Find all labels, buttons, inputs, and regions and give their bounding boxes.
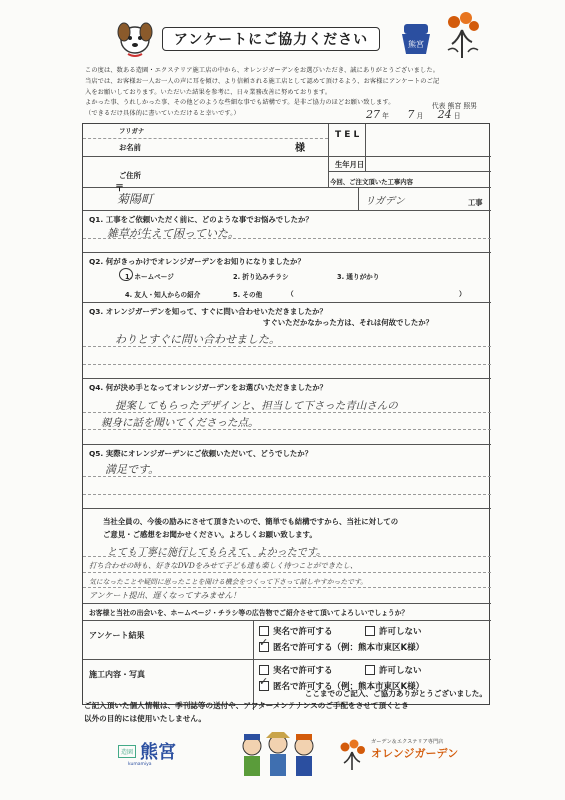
page-title: アンケートにご協力ください <box>162 27 380 51</box>
kumamiya-badge-icon <box>396 14 436 60</box>
survey-real-option: 実名で許可する <box>273 627 333 637</box>
orange-tree-small-icon <box>335 738 369 772</box>
footer-left-tag: 造園 <box>118 745 136 758</box>
footer-left-sub: kumamiya <box>128 762 152 767</box>
footer-right-tagline: ガーデン＆エクステリア専門店 <box>371 739 444 745</box>
intro-text: この度は、数ある造園・エクステリア施工店の中から、オレンジガーデンをお選びいただき、誠にありがとうございました。 当店では、お客様お一人お一人の声に耳を傾け、より信頼される施工店として認めて頂けるよう、お客様にアンケートのご記 入をお願いしております。いただいた結果を参考に、日々業務改善に努めております。 よかった事、うれしかった事、その他どのような些細な事でも結構です。是非ご協力のほどお願い致します。 （できるだけ具体的に書いていただけると幸いです。） <box>85 67 440 118</box>
closing-message: ここまでのご記入、ご協力ありがとうございました。 <box>304 689 487 698</box>
tel-label: T E L <box>335 130 360 140</box>
work-deny-option: 許可しない <box>379 666 422 676</box>
signature: 代表 熊宮 照男 <box>431 102 477 110</box>
footer-left-name: 熊宮 <box>140 742 177 763</box>
work-anon-check-icon: ✓ <box>259 675 269 688</box>
address-value: 菊陽町 <box>117 192 154 206</box>
message-answer-line-1: とても丁寧に施行してもらえて、よかったです。 <box>107 547 326 558</box>
message-prompt-line-2: ご意見・ご感想をお聞かせください。よろしくお願い致します。 <box>103 530 317 539</box>
q1-answer: 雑草が生えて困っていた。 <box>107 227 239 240</box>
work-photo-label: 施工内容・写真 <box>89 670 145 679</box>
footer-right-name: オレンジガーデン <box>371 747 459 760</box>
survey-form <box>82 123 490 705</box>
q2-option-1[interactable]: 1. ホームページ <box>125 273 174 281</box>
q2-option-4[interactable]: 4. 友人・知人からの紹介 <box>125 291 201 299</box>
survey-deny-checkbox[interactable] <box>365 626 375 636</box>
kumamiya-logo <box>118 738 176 764</box>
work-label: 今回、ご注文頂いた工事内容 <box>330 178 414 186</box>
survey-real-checkbox[interactable] <box>259 626 269 636</box>
survey-deny-option: 許可しない <box>379 627 422 637</box>
badge-label: 熊宮 <box>408 40 424 49</box>
q4-answer-line-1: 提案してもらったデザインと、担当して下さった青山さんの <box>115 400 398 412</box>
postal-mark: 〒 <box>115 184 125 194</box>
message-prompt-line-1: 当社全員の、今後の励みにさせて頂きたいので、簡単でも結構ですから、当社に対しての <box>103 517 399 526</box>
q4-text: Q4. 何が決め手となってオレンジガーデンをお選びいただきましたか？ <box>89 383 328 392</box>
work-value: リガデン <box>365 196 405 207</box>
dog-mascot-icon <box>112 14 158 60</box>
survey-result-label: アンケート結果 <box>89 631 145 640</box>
q2-other-close: ） <box>459 290 466 298</box>
message-answer-line-2: 打ち合わせの時も、好きなDVDをみせて子ども達も楽しく待つことができたし、 <box>89 561 358 570</box>
survey-anon-check-icon: ✓ <box>259 636 269 649</box>
q2-option-2[interactable]: 2. 折り込みチラシ <box>233 273 289 281</box>
name-label: お名前 <box>119 143 141 152</box>
work-real-option: 実名で許可する <box>273 666 333 676</box>
work-real-checkbox[interactable] <box>259 665 269 675</box>
q3-text: Q3. オレンジガーデンを知って、すぐに問い合わせいただきましたか？ <box>89 307 327 316</box>
work-anon-option: 匿名で許可する（例：熊本市東区K様） <box>273 682 425 692</box>
q2-text: Q2. 何がきっかけでオレンジガーデンをお知りになりましたか？ <box>89 257 305 266</box>
q5-text: Q5. 実際にオレンジガーデンにご依頼いただいて、どうでしたか？ <box>89 449 313 458</box>
birthdate-label: 生年月日 <box>335 160 365 169</box>
furigana-label: フリガナ <box>119 127 145 135</box>
q2-option-5[interactable]: 5. その他 <box>233 291 263 299</box>
q3-sub-text: すぐいただかなかった方は、それは何故でしたか？ <box>263 318 433 327</box>
orange-garden-logo <box>335 738 458 761</box>
consent-question: お客様と当社の出会いを、ホームページ・チラシ等の広告物でご紹介させて頂いてよろしいでしょうか？ <box>89 609 409 617</box>
survey-anon-option: 匿名で許可する（例：熊本市東区K様） <box>273 643 425 653</box>
staff-characters-icon <box>236 728 320 780</box>
q1-text: Q1. 工事をご依頼いただく前に、どのような事でお悩みでしたか？ <box>89 215 313 224</box>
privacy-notice: ご記入頂いた個人情報は、季刊誌等の送付や、アフターメンテナンスのご手配をさせて頂くとき 以外の目的には使用いたしません。 <box>84 701 409 723</box>
work-deny-checkbox[interactable] <box>365 665 375 675</box>
q5-answer: 満足です。 <box>105 463 160 476</box>
q2-option-3[interactable]: 3. 通りがかり <box>337 273 380 281</box>
orange-tree-logo-icon <box>440 10 484 62</box>
name-suffix: 様 <box>295 143 305 154</box>
q4-answer-line-2: 親身に話を聞いてくださった点。 <box>101 417 259 429</box>
q3-answer: わりとすぐに問い合わせました。 <box>115 333 280 346</box>
work-suffix: 工事 <box>468 198 483 207</box>
address-label: ご住所 <box>119 171 141 180</box>
date-field: 27 年 7 月 24 日 <box>366 108 461 121</box>
message-answer-line-4: アンケート提出、遅くなってすみません！ <box>89 591 241 600</box>
q2-other-open: （ <box>287 290 294 298</box>
message-answer-line-3: 気になったことや疑問に思ったことを聞ける機会をつくって下さって話しやすかったです。 <box>89 578 367 586</box>
